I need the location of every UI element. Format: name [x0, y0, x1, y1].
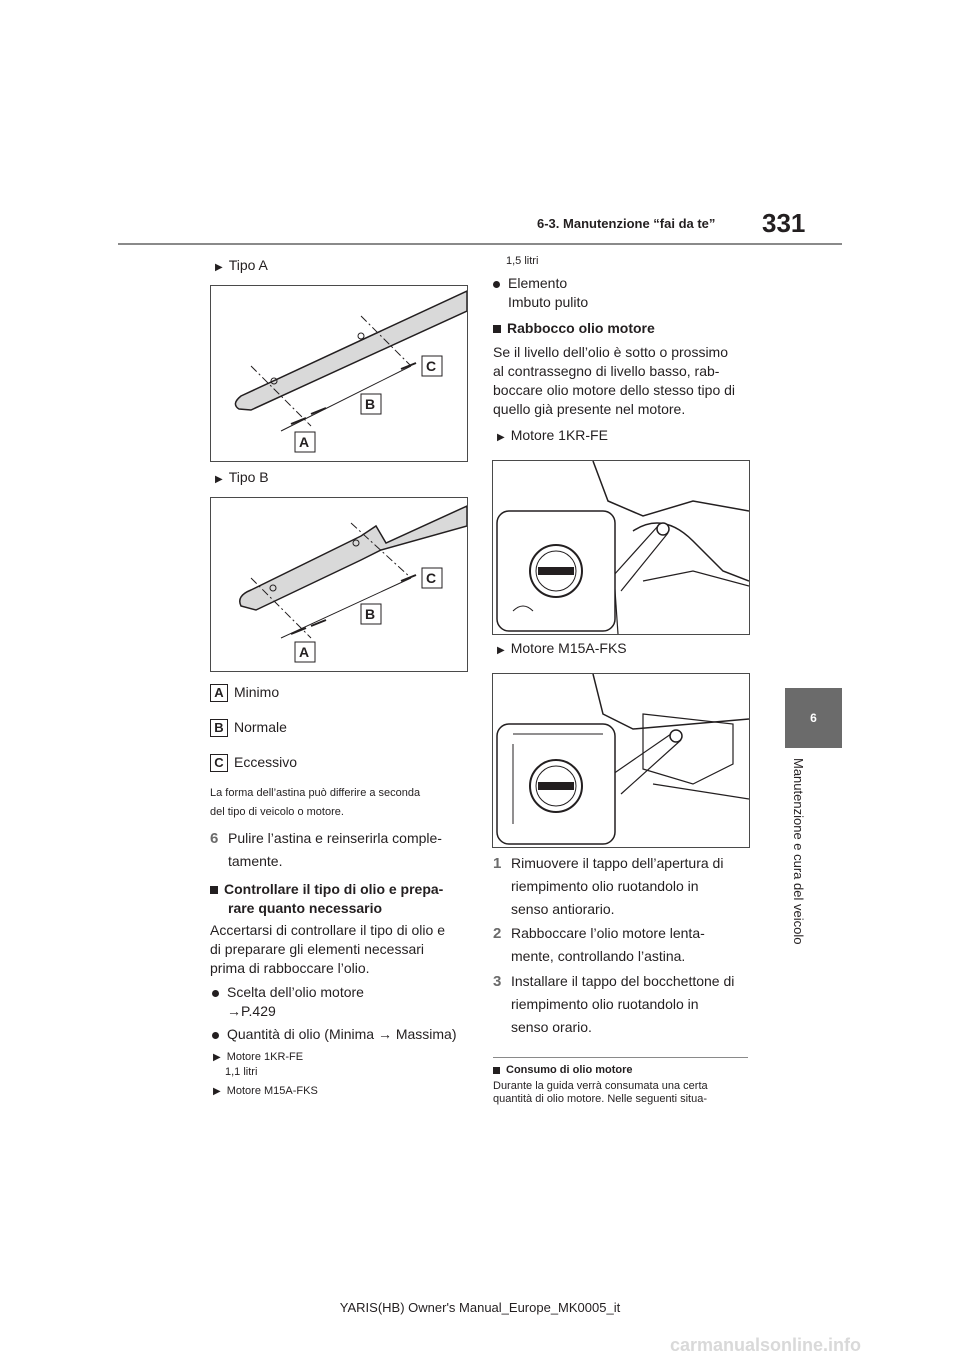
dot-bullet-icon — [212, 1032, 219, 1039]
engine-m15a-figure — [492, 673, 750, 848]
engine-m15a-label: ▶ Motore M15A-FKS — [213, 1085, 318, 1097]
legend-item-normale: B Normale — [210, 717, 287, 737]
engine-1kr-illustration — [493, 461, 749, 634]
figure-a-letter-b: B — [365, 396, 376, 412]
section-title: 6-3. Manutenzione “fai da te” — [537, 216, 716, 231]
step-1: 1 Rimuovere il tappo dell’apertura di riempimento olio ruotandolo in senso antiorario. — [493, 855, 724, 917]
footer-manual-id: YARIS(HB) Owner's Manual_Europe_MK0005_it — [339, 1300, 621, 1315]
dot-bullet-icon — [493, 281, 500, 288]
triangle-bullet-icon: ▶ — [497, 432, 505, 443]
footnote-heading: Consumo di olio motore — [493, 1063, 633, 1078]
type-b-label: ▶ Tipo B — [215, 467, 269, 490]
square-bullet-icon — [493, 1067, 500, 1074]
dot-bullet-icon — [212, 990, 219, 997]
engine-1kr-figure — [492, 460, 750, 635]
engine-1kr-refill-label: ▶ Motore 1KR-FE — [497, 425, 608, 448]
figure-b-letter-b: B — [365, 606, 376, 622]
bullet-item: Elemento Imbuto pulito — [493, 274, 588, 312]
triangle-bullet-icon: ▶ — [213, 1086, 221, 1097]
check-oil-heading: Controllare il tipo di olio e prepa- rare quanto necessario — [210, 880, 443, 918]
dipstick-type-b-figure — [210, 497, 468, 672]
engine-m15a-illustration — [493, 674, 749, 847]
footnote-divider — [493, 1057, 748, 1058]
square-bullet-icon — [493, 325, 501, 333]
dipstick-type-a-figure — [210, 285, 468, 462]
header-divider — [118, 243, 842, 245]
step-3: 3 Installare il tappo del bocchettone di riempimento olio ruotandolo in senso orario. — [493, 973, 735, 1035]
triangle-bullet-icon: ▶ — [497, 645, 505, 656]
engine-1kr-quantity: ▶ Motore 1KR-FE 1,1 litri — [213, 1051, 304, 1078]
triangle-bullet-icon: ▶ — [215, 474, 223, 485]
chapter-side-title — [790, 758, 810, 988]
legend-item-minimo: A Minimo — [210, 682, 279, 702]
chapter-tab: 6 — [785, 688, 842, 748]
page-number: 331 — [762, 208, 806, 238]
check-oil-paragraph: Accertarsi di controllare il tipo di olio e di preparare gli elementi necessari prima di rabboccare l’olio. — [210, 922, 445, 976]
figure-b-letter-c: C — [426, 570, 437, 586]
legend-item-eccessivo: C Eccessivo — [210, 752, 297, 772]
engine-m15a-quantity: 1,5 litri — [506, 255, 539, 267]
dipstick-note: La forma dell’astina può differire a seconda del tipo di veicolo o motore. — [210, 787, 421, 818]
engine-m15a-refill-label: ▶ Motore M15A-FKS — [497, 638, 627, 661]
watermark: carmanualsonline.info — [670, 1335, 862, 1355]
chapter-side-title-text: Manutenzione e cura del veicolo — [791, 758, 806, 945]
triangle-bullet-icon: ▶ — [213, 1052, 221, 1063]
refill-oil-heading: Rabbocco olio motore — [493, 318, 655, 338]
bullet-oil-choice: Scelta dell’olio motore →P.429 — [212, 983, 364, 1021]
figure-a-letter-a: A — [299, 434, 310, 450]
type-a-label: ▶ Tipo A — [215, 255, 268, 278]
step-2: 2 Rabboccare l’olio motore lenta- mente, controllando l’astina. — [493, 925, 705, 964]
figure-b-letter-a: A — [299, 644, 310, 660]
figure-a-letter-c: C — [426, 358, 437, 374]
square-bullet-icon — [210, 886, 218, 894]
triangle-bullet-icon: ▶ — [215, 262, 223, 273]
step-6: 6 Pulire l’astina e reinserirla comple- tamente. — [210, 830, 442, 869]
refill-oil-paragraph: Se il livello dell’olio è sotto o prossimo al contrassegno di livello basso, rab- boccare olio motore dello stesso tipo di quello già presente nel motore. — [493, 344, 736, 417]
footnote-text: Durante la guida verrà consumata una certa quantità di olio motore. Nelle seguenti situa- — [493, 1080, 708, 1105]
bullet-oil-quantity: Quantità di olio (Minima → Massima) — [212, 1024, 457, 1044]
